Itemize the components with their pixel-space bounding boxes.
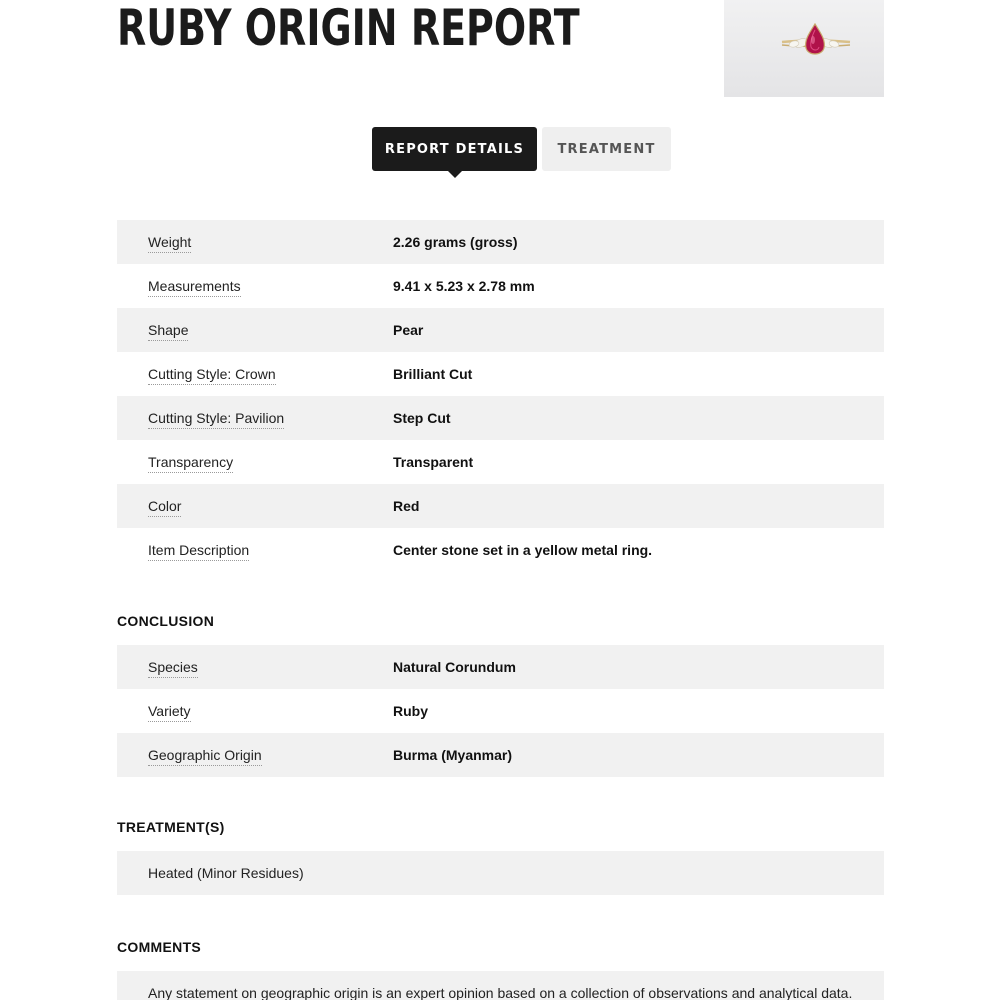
tab-treatment[interactable]: TREATMENT [542, 127, 671, 171]
ring-image-icon [724, 0, 884, 97]
field-value-weight: 2.26 grams (gross) [393, 234, 518, 250]
table-row [117, 733, 884, 777]
table-row [117, 440, 884, 484]
field-value-cutting-pavilion: Step Cut [393, 410, 451, 426]
page-title: RUBY ORIGIN REPORT [117, 0, 580, 57]
report-tabs [372, 127, 671, 171]
field-label-species[interactable]: Species [148, 659, 198, 678]
field-label-variety[interactable]: Variety [148, 703, 191, 722]
table-row [117, 220, 884, 264]
field-label-transparency[interactable]: Transparency [148, 454, 233, 473]
field-label-cutting-crown[interactable]: Cutting Style: Crown [148, 366, 276, 385]
comments-heading: COMMENTS [117, 939, 202, 955]
field-value-item-description: Center stone set in a yellow metal ring. [393, 542, 653, 558]
field-value-measurements: 9.41 x 5.23 x 2.78 mm [393, 278, 535, 294]
tab-report-details[interactable]: REPORT DETAILS [372, 127, 537, 171]
table-row [117, 308, 884, 352]
field-value-cutting-crown: Brilliant Cut [393, 366, 473, 382]
table-row [117, 645, 884, 689]
table-row [117, 528, 884, 572]
field-value-shape: Pear [393, 322, 424, 338]
table-row [117, 396, 884, 440]
field-value-transparency: Transparent [393, 454, 474, 470]
field-value-species: Natural Corundum [393, 659, 516, 675]
details-table [117, 220, 884, 572]
table-row [117, 689, 884, 733]
field-value-variety: Ruby [393, 703, 428, 719]
field-value-color: Red [393, 498, 420, 514]
treatments-heading: TREATMENT(S) [117, 819, 225, 835]
field-label-shape[interactable]: Shape [148, 322, 188, 341]
comments-text: Any statement on geographic origin is an expert opinion based on a collection of observations and analytical data. [117, 971, 884, 1000]
field-label-measurements[interactable]: Measurements [148, 278, 241, 297]
treatment-text: Heated (Minor Residues) [117, 851, 884, 895]
conclusion-heading: CONCLUSION [117, 613, 215, 629]
table-row [117, 484, 884, 528]
table-row [117, 264, 884, 308]
field-label-item-description[interactable]: Item Description [148, 542, 249, 561]
conclusion-table [117, 645, 884, 777]
field-label-cutting-pavilion[interactable]: Cutting Style: Pavilion [148, 410, 284, 429]
field-value-geographic-origin: Burma (Myanmar) [393, 747, 513, 763]
ruby-ring-thumbnail[interactable] [724, 0, 884, 97]
field-label-color[interactable]: Color [148, 498, 181, 517]
field-label-weight[interactable]: Weight [148, 234, 191, 253]
field-label-geographic-origin[interactable]: Geographic Origin [148, 747, 262, 766]
table-row [117, 352, 884, 396]
